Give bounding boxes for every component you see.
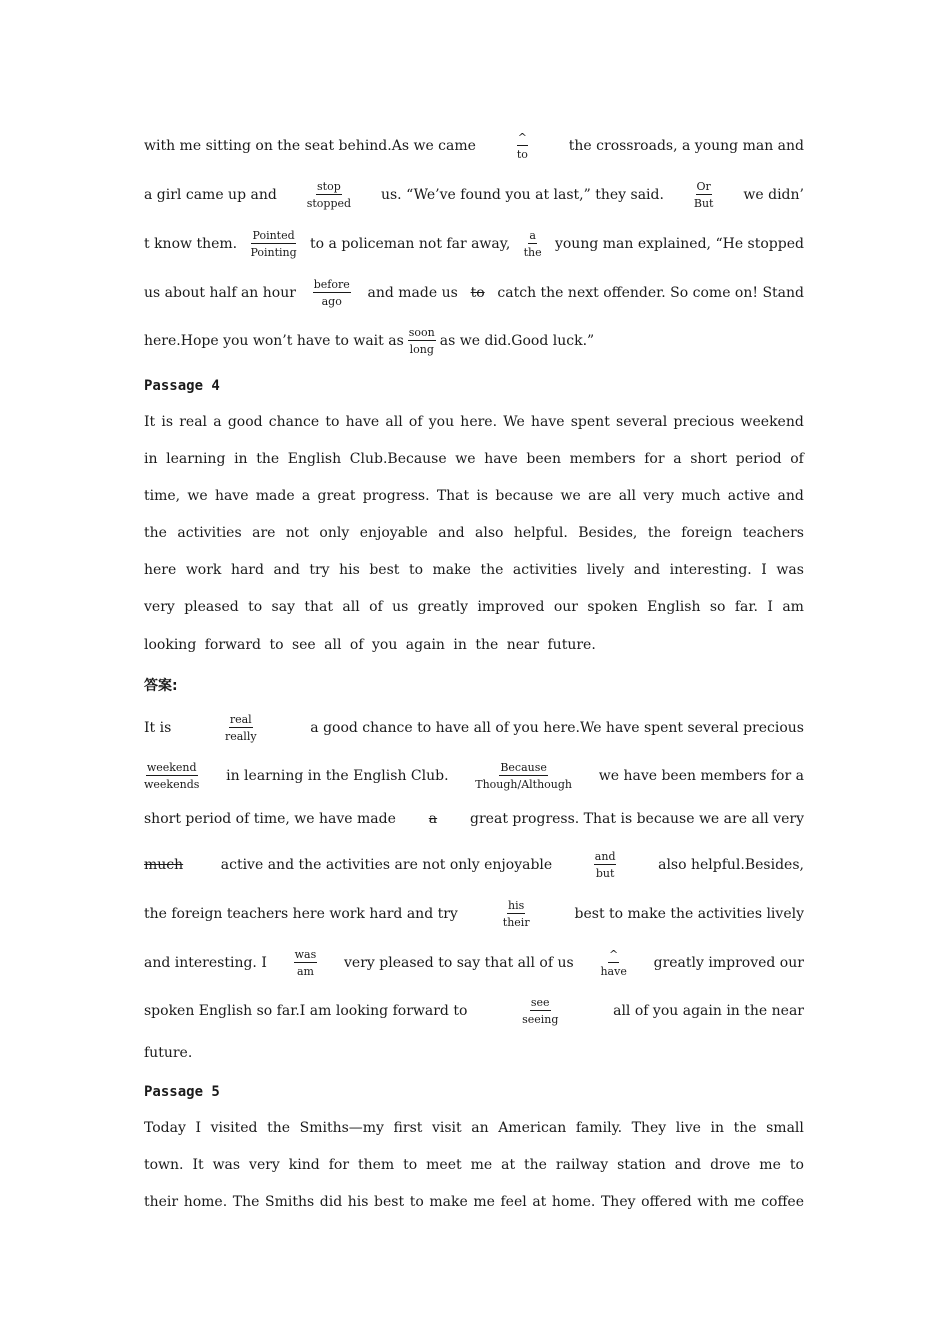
correction-original: ^ <box>517 131 527 144</box>
answer-line-3 <box>144 811 804 827</box>
word: weekend <box>740 414 804 430</box>
word: a <box>673 451 682 467</box>
word: helpful. <box>513 525 568 541</box>
word: good <box>227 414 263 430</box>
correction-mark <box>250 230 296 258</box>
word: and <box>674 1157 702 1173</box>
paragraph-line: looking forward to see all of you again in the near future. <box>144 637 596 653</box>
word: to <box>403 1157 418 1173</box>
word: did <box>319 1194 343 1210</box>
word: visited <box>210 1120 258 1136</box>
correction-original: Pointed <box>252 229 295 242</box>
word: a <box>213 414 222 430</box>
word: It <box>192 1157 204 1173</box>
word: Smiths—my <box>299 1120 384 1136</box>
answer-line-1 <box>144 714 804 742</box>
word: the <box>144 525 167 541</box>
correction-fix: Pointing <box>250 246 297 259</box>
word: because <box>495 488 554 504</box>
word: and <box>633 562 661 578</box>
word: at <box>532 1194 547 1210</box>
word: We <box>503 414 525 430</box>
correction-mark <box>408 327 436 355</box>
word: work <box>185 562 222 578</box>
p3-line-3 <box>144 230 804 258</box>
word: of <box>790 451 804 467</box>
word: visit <box>431 1120 462 1136</box>
word: his <box>339 562 360 578</box>
word: for <box>644 451 665 467</box>
word: English <box>287 451 342 467</box>
text-segment: young man explained, “He stopped <box>554 236 804 252</box>
paragraph-line <box>144 1194 804 1210</box>
correction-mark <box>600 949 626 977</box>
word: here <box>144 562 177 578</box>
answer-line-5 <box>144 900 804 928</box>
word: you <box>428 414 455 430</box>
word: in <box>144 451 158 467</box>
word: been <box>526 451 561 467</box>
word: the <box>480 562 504 578</box>
correction-original: before <box>313 278 350 291</box>
correction-original: and <box>594 850 616 863</box>
word: first <box>393 1120 423 1136</box>
word: I <box>767 599 773 615</box>
word: very <box>643 488 675 504</box>
word: interesting. <box>669 562 752 578</box>
word: to <box>789 1157 804 1173</box>
correction-mark <box>517 132 528 160</box>
word: of <box>408 414 423 430</box>
word: also <box>475 525 504 541</box>
word: and <box>438 525 465 541</box>
p3-line-2 <box>144 181 804 209</box>
word: so <box>709 599 726 615</box>
word: the <box>647 525 671 541</box>
text-segment: and interesting. I <box>144 955 267 971</box>
text-segment: very pleased to say that all of us <box>344 955 574 971</box>
paragraph-line <box>144 1157 804 1173</box>
word: live <box>675 1120 701 1136</box>
correction-fix: really <box>224 730 257 743</box>
word: that <box>304 599 334 615</box>
word: hard <box>230 562 264 578</box>
word: meet <box>426 1157 462 1173</box>
correction-fix: their <box>502 916 530 929</box>
word: we <box>187 488 208 504</box>
word: spoken <box>587 599 638 615</box>
word: the <box>267 1120 291 1136</box>
word: Club.Because <box>349 451 447 467</box>
word: all <box>618 488 636 504</box>
word: them <box>357 1157 395 1173</box>
word: home. <box>183 1194 228 1210</box>
text-segment: and made us <box>367 285 458 301</box>
word: his <box>347 1194 369 1210</box>
word: all <box>385 414 403 430</box>
word: home. <box>551 1194 596 1210</box>
word: coffee <box>761 1194 804 1210</box>
text-segment: us about half an hour <box>144 285 296 301</box>
word: offered <box>641 1194 692 1210</box>
word: at <box>501 1157 516 1173</box>
word: to <box>325 414 340 430</box>
correction-original: stop <box>317 180 341 193</box>
text-segment: It is <box>144 720 172 736</box>
text-segment: active and the activities are not only enjoyable <box>220 857 553 873</box>
word: me <box>734 1194 756 1210</box>
answer-line-4 <box>144 851 804 879</box>
word: Today <box>144 1120 186 1136</box>
word: try <box>309 562 330 578</box>
struck-word: to <box>470 285 485 301</box>
struck-word: much <box>144 857 184 873</box>
correction-original: see <box>530 996 550 1009</box>
text-segment: greatly improved our <box>653 955 804 971</box>
correction-fix: have <box>600 965 627 978</box>
correction-mark <box>307 181 351 209</box>
correction-fix: the <box>523 246 542 259</box>
text-segment: spoken English so far.I am looking forward to <box>144 1003 468 1019</box>
paragraph-line <box>144 488 804 504</box>
text-segment: great progress. That is because we are all very <box>470 811 804 827</box>
answer-line-2 <box>144 762 804 790</box>
word: in <box>234 451 248 467</box>
word: activities <box>177 525 242 541</box>
word: the <box>733 1120 757 1136</box>
word: railway <box>555 1157 609 1173</box>
word: They <box>631 1120 667 1136</box>
word: kind <box>288 1157 320 1173</box>
correction-fix: stopped <box>306 197 352 210</box>
word: learning <box>166 451 226 467</box>
word: great <box>317 488 356 504</box>
correction-mark <box>694 181 714 209</box>
correction-original: ^ <box>609 948 619 961</box>
paragraph-line <box>144 599 804 615</box>
word: active <box>727 488 771 504</box>
word: say <box>271 599 295 615</box>
text-segment: here.Hope you won’t have to wait as <box>144 333 404 349</box>
word: make <box>432 562 471 578</box>
correction-original: his <box>508 899 525 912</box>
text-segment: to a policeman not far away, <box>310 236 511 252</box>
word: town. <box>144 1157 184 1173</box>
word: progress. <box>362 488 430 504</box>
word: I <box>761 562 767 578</box>
word: They <box>600 1194 636 1210</box>
word: family. <box>575 1120 623 1136</box>
word: have <box>530 414 565 430</box>
correction-fix: to <box>516 148 528 161</box>
word: a <box>301 488 311 504</box>
correction-mark <box>522 997 558 1025</box>
word: foreign <box>681 525 733 541</box>
answer-line-6 <box>144 949 804 977</box>
correction-fix: am <box>296 965 314 978</box>
struck-word: a <box>428 811 438 827</box>
paragraph-line <box>144 414 804 430</box>
word: only <box>319 525 350 541</box>
word: us <box>392 599 409 615</box>
word: time, <box>144 488 181 504</box>
text-segment: a girl came up and <box>144 187 277 203</box>
p3-line-1 <box>144 132 804 160</box>
word: very <box>249 1157 280 1173</box>
word: precious <box>673 414 735 430</box>
text-segment: t know them. <box>144 236 238 252</box>
word: Smiths <box>265 1194 315 1210</box>
paragraph-line <box>144 1120 804 1136</box>
correction-mark <box>225 714 257 742</box>
correction-original: a <box>529 229 536 242</box>
text-segment: the foreign teachers here work hard and try <box>144 906 458 922</box>
correction-mark <box>503 900 530 928</box>
word: have <box>345 414 380 430</box>
correction-mark <box>294 949 318 977</box>
text-segment: us. “We’ve found you at last,” they said. <box>380 187 664 203</box>
word: not <box>285 525 309 541</box>
word: far. <box>734 599 759 615</box>
word: activities <box>512 562 578 578</box>
word: It <box>144 414 156 430</box>
text-segment: all of you again in the near <box>613 1003 804 1019</box>
word: pleased <box>184 599 239 615</box>
word: me <box>759 1157 781 1173</box>
p3-line-5 <box>144 327 804 355</box>
word: the <box>256 451 280 467</box>
paragraph-line <box>144 525 804 541</box>
word: station <box>617 1157 666 1173</box>
word: with <box>697 1194 729 1210</box>
word: greatly <box>417 599 469 615</box>
correction-fix: long <box>409 343 434 356</box>
answer-line-7 <box>144 997 804 1025</box>
word: have <box>214 488 249 504</box>
correction-mark <box>524 230 542 258</box>
paragraph-line <box>144 562 804 578</box>
word: very <box>144 599 175 615</box>
text-segment: catch the next offender. So come on! Stand <box>497 285 804 301</box>
correction-fix: But <box>693 197 714 210</box>
word: and <box>777 488 804 504</box>
word: an <box>471 1120 489 1136</box>
word: to <box>408 562 423 578</box>
word: Besides, <box>578 525 638 541</box>
word: enjoyable <box>359 525 428 541</box>
word: made <box>255 488 295 504</box>
word: here. <box>460 414 498 430</box>
answer-line-8 <box>144 1045 804 1061</box>
word: for <box>328 1157 350 1173</box>
word: was <box>212 1157 241 1173</box>
word: we <box>560 488 581 504</box>
correction-fix: Though/Although <box>475 778 573 791</box>
word: and <box>273 562 300 578</box>
word: are <box>252 525 276 541</box>
word: in <box>710 1120 725 1136</box>
correction-original: Because <box>500 761 547 774</box>
word: our <box>553 599 578 615</box>
correction-fix: seeing <box>522 1013 559 1026</box>
passage-4-heading: Passage 4 <box>144 378 220 394</box>
word: me <box>473 1194 495 1210</box>
word: lively <box>586 562 625 578</box>
word: chance <box>268 414 320 430</box>
text-segment: with me sitting on the seat behind.As we came <box>144 138 476 154</box>
text-segment: a good chance to have all of you here.We have spent several precious <box>310 720 804 736</box>
paragraph-line <box>144 451 804 467</box>
word: American <box>498 1120 567 1136</box>
word: their <box>144 1194 179 1210</box>
word: have <box>484 451 518 467</box>
correction-original: soon <box>408 326 435 339</box>
word: we <box>455 451 476 467</box>
correction-fix: but <box>595 867 615 880</box>
passage-5-heading: Passage 5 <box>144 1084 220 1100</box>
text-segment: in learning in the English Club. <box>226 768 449 784</box>
word: the <box>524 1157 547 1173</box>
word: improved <box>477 599 545 615</box>
word: I <box>195 1120 202 1136</box>
word: short <box>690 451 728 467</box>
word: is <box>476 488 489 504</box>
word: small <box>766 1120 804 1136</box>
correction-mark <box>594 851 617 879</box>
correction-fix: weekends <box>144 778 200 791</box>
correction-mark <box>475 762 572 790</box>
p3-line-4 <box>144 279 804 307</box>
word: to <box>409 1194 424 1210</box>
word: period <box>735 451 782 467</box>
answer-heading: 答案: <box>144 678 178 694</box>
text-segment: also helpful.Besides, <box>658 857 804 873</box>
word: am <box>782 599 804 615</box>
word: best <box>369 562 400 578</box>
word: much <box>681 488 721 504</box>
word: to <box>248 599 263 615</box>
word: The <box>232 1194 260 1210</box>
correction-mark <box>313 279 351 307</box>
text-segment: short period of time, we have made <box>144 811 396 827</box>
word: make <box>429 1194 468 1210</box>
word: teachers <box>742 525 804 541</box>
text-segment: as we did.Good luck.” <box>439 333 595 349</box>
word: are <box>588 488 612 504</box>
correction-original: real <box>229 713 252 726</box>
correction-original: weekend <box>146 761 197 774</box>
word: all <box>342 599 360 615</box>
correction-mark <box>144 762 199 790</box>
correction-original: Or <box>696 180 711 193</box>
text-segment: future. <box>144 1045 193 1061</box>
word: me <box>470 1157 493 1173</box>
word: was <box>776 562 804 578</box>
word: spent <box>570 414 610 430</box>
text-segment: the crossroads, a young man and <box>568 138 804 154</box>
correction-original: was <box>294 948 317 961</box>
word: That <box>436 488 470 504</box>
word: real <box>179 414 208 430</box>
word: drove <box>710 1157 751 1173</box>
text-segment: we have been members for a <box>598 768 804 784</box>
word: members <box>569 451 636 467</box>
text-segment: best to make the activities lively <box>574 906 804 922</box>
word: several <box>616 414 668 430</box>
word: feel <box>500 1194 527 1210</box>
word: is <box>161 414 174 430</box>
word: of <box>369 599 383 615</box>
text-segment: we didn’ <box>743 187 804 203</box>
word: English <box>647 599 701 615</box>
correction-fix: ago <box>321 295 342 308</box>
word: best <box>374 1194 405 1210</box>
